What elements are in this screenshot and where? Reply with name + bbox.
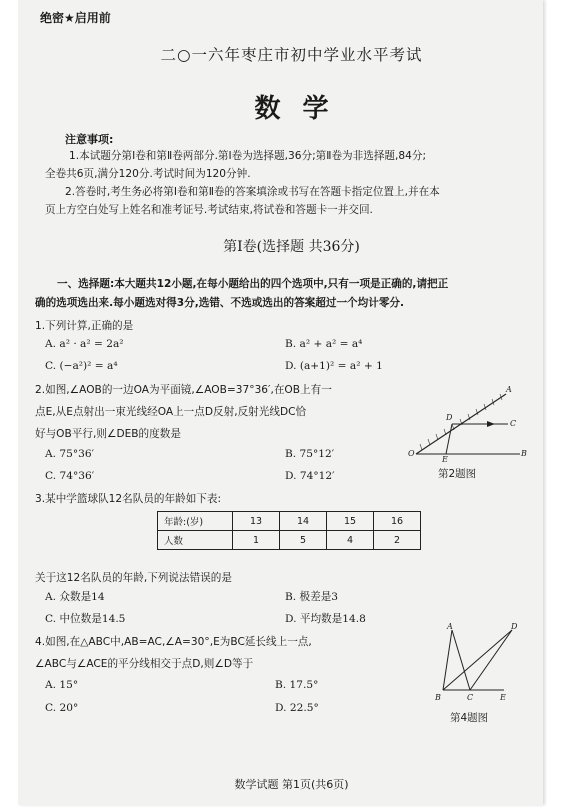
table-cell: 5 [280,531,327,550]
side-AB [443,630,452,690]
exam-title: 二○一六年枣庄市初中学业水平考试 [160,46,423,64]
label-C: C [467,693,474,702]
q3-question: 关于这12名队员的年龄,下列说法错误的是 [35,572,232,584]
q3-stem: 3.某中学篮球队12名队员的年龄如下表: [35,493,222,505]
q2-option-d: D. 74°12′ [285,470,335,482]
q3-option-a: A. 众数是14 [45,591,105,603]
table-cell: 15 [327,512,374,531]
table-cell: 2 [374,531,421,550]
q4-option-c: C. 20° [45,702,79,714]
label-A: A [447,622,453,631]
q1-option-d: D. (a+1)² = a² + 1 [285,360,383,372]
q4-figure [432,620,524,706]
label-E: E [442,455,448,462]
section-intro-b: 确的选项选出来.每小题选对得3分,选错、不选或选出的答案超过一个均计零分. [35,297,405,309]
bisector-CD [470,630,512,690]
q2-figure [402,382,534,462]
table-cell: 14 [280,512,327,531]
q4-line-2: ∠ABC与∠ACE的平分线相交于点D,则∠D等于 [35,658,254,670]
q1-option-c: C. (−a²)² = a⁴ [45,360,118,372]
q4-option-d: D. 22.5° [275,702,319,714]
label-O: O [408,449,415,458]
notes-line-1b: 全卷共6页,满分120分.考试时间为120分钟. [45,168,251,180]
label-A: A [506,385,512,394]
page-footer: 数学试题 第1页(共6页) [234,778,349,791]
table-cell: 13 [233,512,280,531]
table-row [158,531,421,550]
table-cell: 16 [374,512,421,531]
notes-line-2b: 页上方空白处写上姓名和准考证号.考试结束,将试卷和答题卡一并交回. [45,204,373,216]
bisector-BD [443,630,512,690]
label-E: E [500,693,506,702]
label-C: C [510,419,517,428]
label-D: D [446,413,453,422]
q3-option-c: C. 中位数是14.5 [45,613,126,625]
table-row [158,512,421,531]
section-intro-a: 一、选择题:本大题共12小题,在每小题给出的四个选项中,只有一项是正确的,请把正 [57,278,449,290]
q4-line-1: 4.如图,在△ABC中,AB=AC,∠A=30°,E为BC延长线上一点, [35,636,312,648]
q1-stem: 1.下列计算,正确的是 [35,320,134,332]
q2-option-b: B. 75°12′ [285,448,335,460]
q2-caption: 第2题图 [438,468,477,480]
age-table [157,511,421,550]
q3-option-b: B. 极差是3 [285,591,339,603]
q4-caption: 第4题图 [450,712,489,724]
q1-option-a: A. a² · a² = 2a² [45,338,124,350]
q2-option-c: C. 74°36′ [45,470,95,482]
mirror-hatching [420,394,502,450]
arrow-icon [487,421,495,427]
table-header-count: 人数 [158,531,233,550]
table-cell: 1 [233,531,280,550]
subject-title: 数学 [254,94,351,124]
q2-line-1: 2.如图,∠AOB的一边OA为平面镜,∠AOB=37°36′,在OB上有一 [35,384,332,396]
table-header-age: 年龄:(岁) [158,512,233,531]
label-B: B [521,449,527,458]
q1-option-b: B. a² + a² = a⁴ [285,338,363,350]
q2-line-3: 好与OB平行,则∠DEB的度数是 [35,428,181,440]
q4-option-a: A. 15° [45,679,79,691]
notes-line-2a: 2.答卷时,考生务必将第Ⅰ卷和第Ⅱ卷的答案填涂或书写在答题卡指定位置上,并在本 [65,186,440,198]
notes-heading: 注意事项: [65,133,114,146]
q2-line-2: 点E,从E点射出一束光线经OA上一点D反射,反射光线DC恰 [35,406,307,418]
q4-option-b: B. 17.5° [275,679,319,691]
label-B: B [435,693,441,702]
side-AC [452,630,470,690]
q3-option-d: D. 平均数是14.8 [285,613,366,625]
section-title: 第Ⅰ卷(选择题 共36分) [223,239,360,255]
table-cell: 4 [327,531,374,550]
notes-line-1a: 1.本试题分第Ⅰ卷和第Ⅱ卷两部分.第Ⅰ卷为选择题,36分;第Ⅱ卷为非选择题,84分; [69,150,427,162]
incident-ray-ED [446,424,452,454]
q2-option-a: A. 75°36′ [45,448,95,460]
secret-mark: 绝密★启用前 [40,11,111,25]
label-D: D [511,622,518,631]
